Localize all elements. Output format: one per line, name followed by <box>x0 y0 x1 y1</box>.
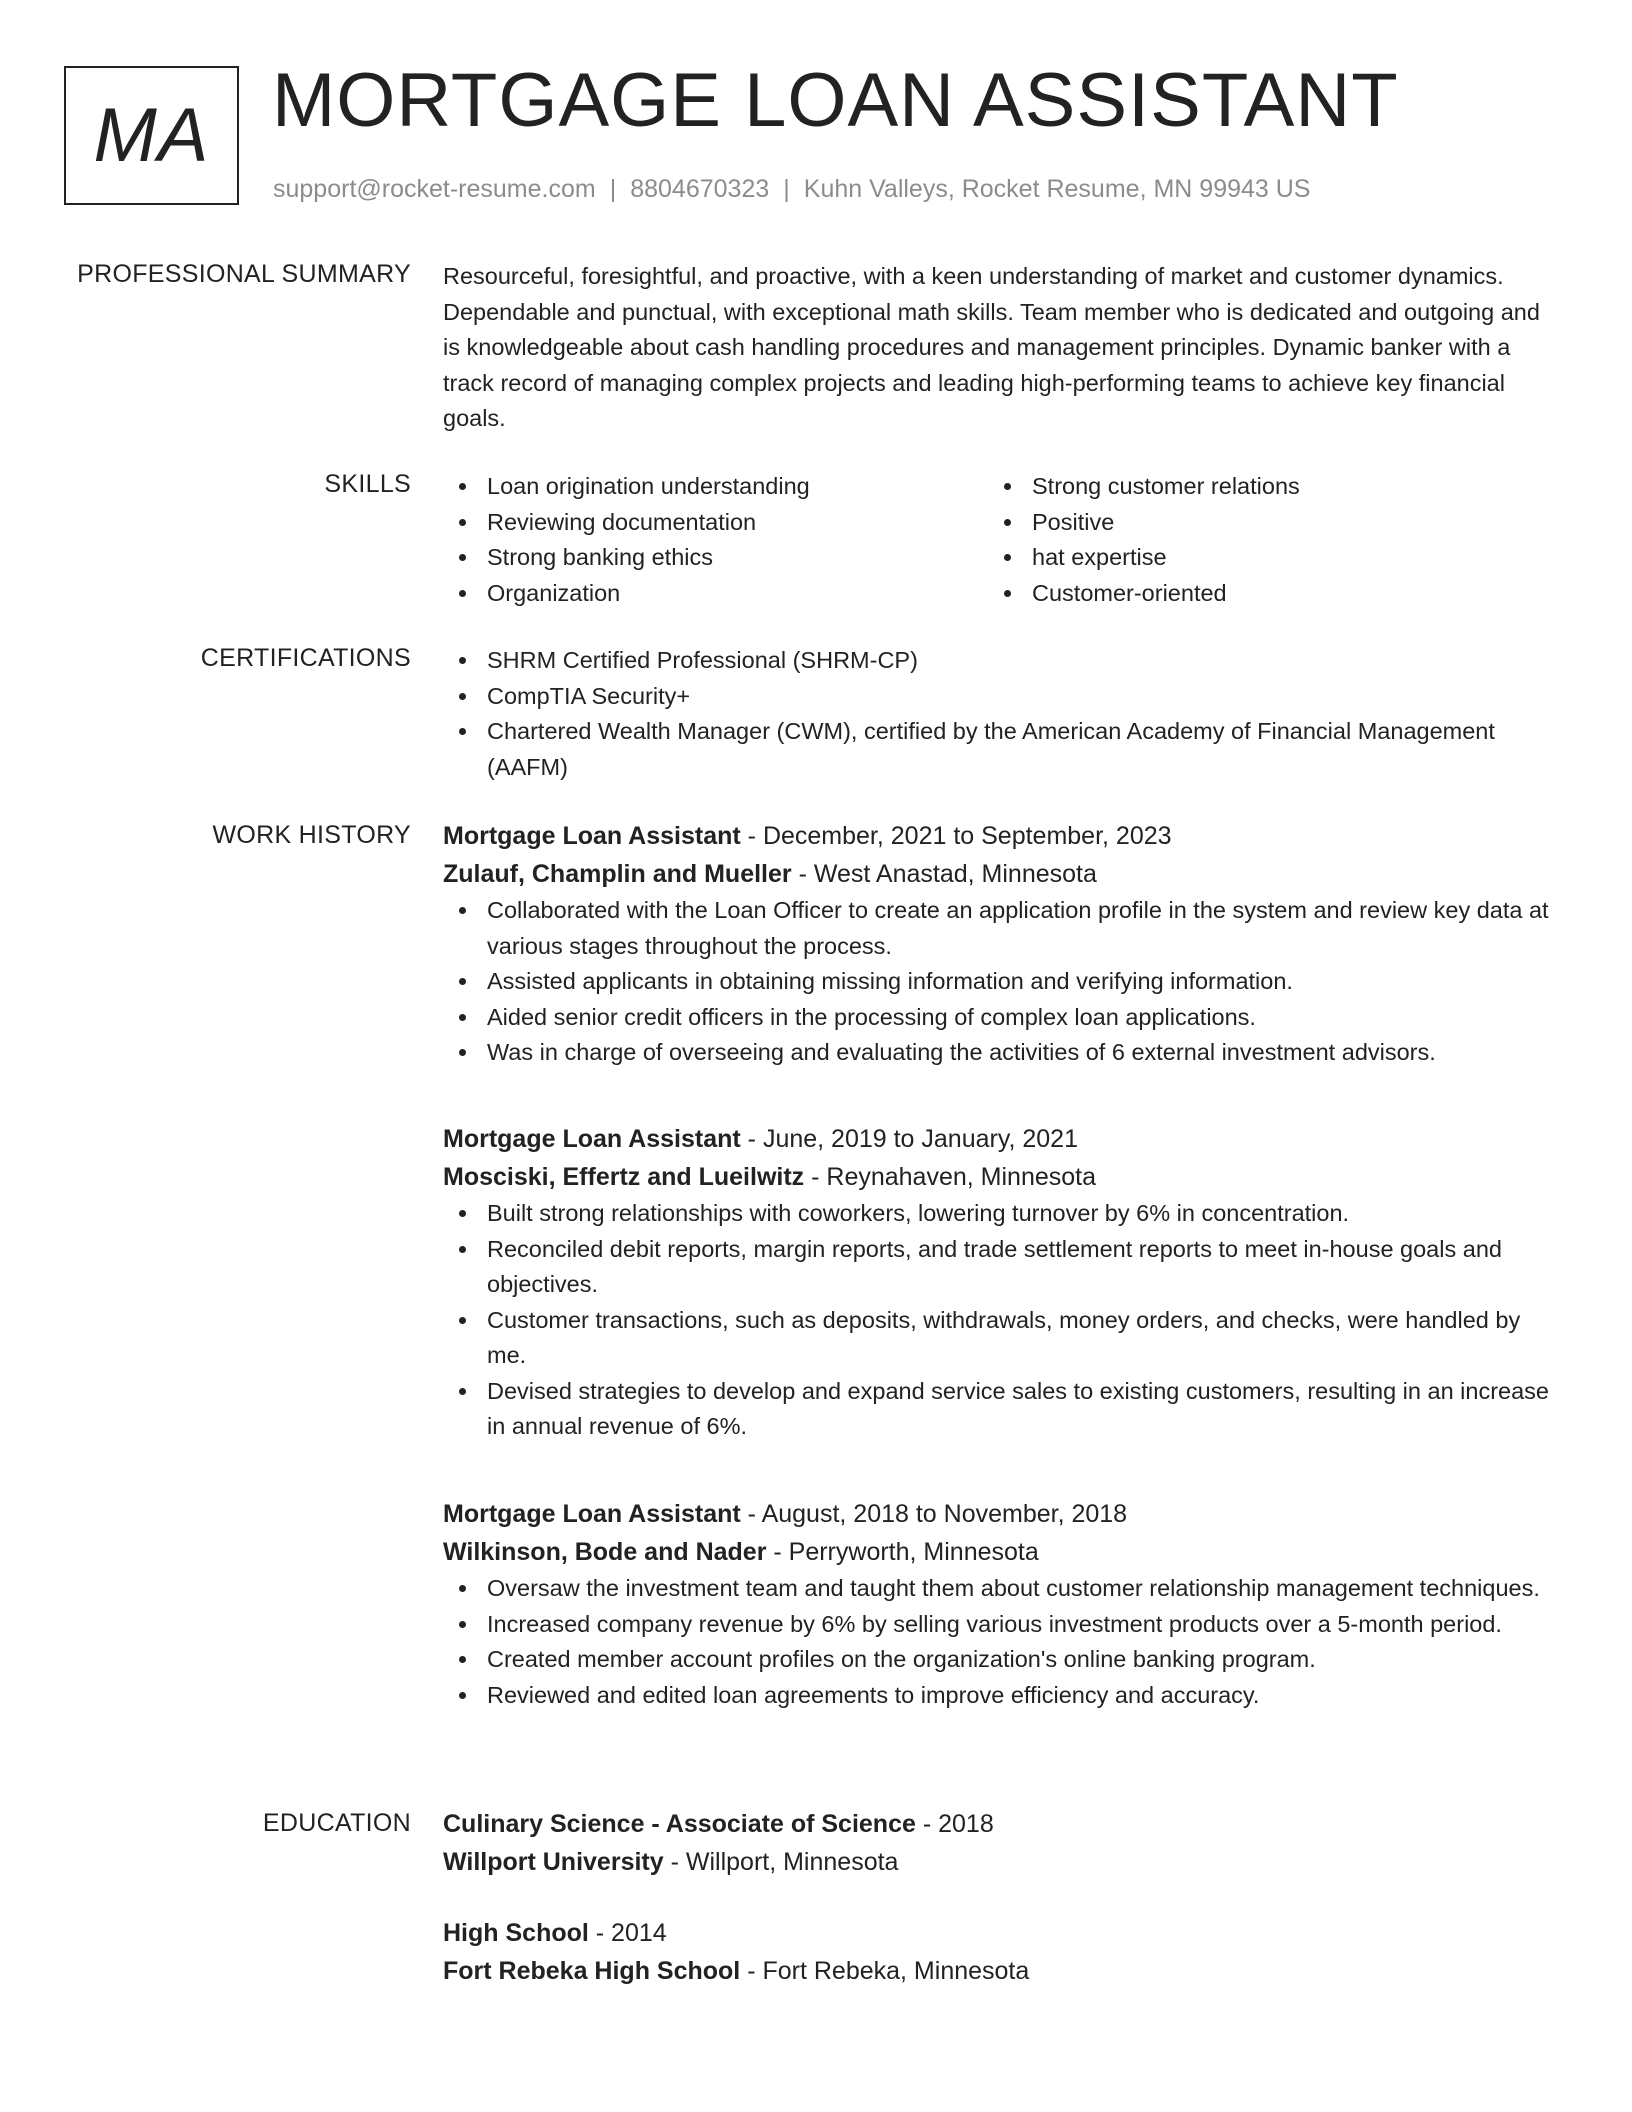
list-item: Created member account profiles on the organization's online banking program. <box>443 1642 1563 1678</box>
list-item: Strong banking ethics <box>443 540 988 576</box>
contact-line <box>273 174 1310 204</box>
education-year: 2014 <box>611 1919 667 1947</box>
summary-heading: PROFESSIONAL SUMMARY <box>77 260 411 288</box>
job-title-line: Mortgage Loan Assistant - December, 2021 to September, 2023 <box>443 822 1172 850</box>
education-body <box>443 1805 1563 1990</box>
contact-address: Kuhn Valleys, Rocket Resume, MN 99943 US <box>803 175 1311 203</box>
job-bullets <box>443 1196 1563 1445</box>
job-dates: December, 2021 to September, 2023 <box>762 822 1172 850</box>
education-entry <box>443 1914 1563 1990</box>
list-item: Aided senior credit officers in the processing of complex loan applications. <box>443 1000 1563 1036</box>
job-location: Perryworth, Minnesota <box>788 1538 1039 1566</box>
job-location: Reynahaven, Minnesota <box>826 1163 1097 1191</box>
education-degree: Culinary Science - Associate of Science <box>443 1810 916 1838</box>
education-year: 2018 <box>938 1810 994 1838</box>
list-item: Collaborated with the Loan Officer to create an application profile in the system and review key data at various stages throughout the process. <box>443 893 1563 964</box>
summary-text: Resourceful, foresightful, and proactive, with a keen understanding of market and customer dynamics. Dependable and punctual, with exceptional math skills. Team member who is dedicated and outgoing and is knowledgeable about cash handling procedures and management principles. Dynamic banker with a track record of managing complex projects and leading high-performing teams to achieve key financial goals. <box>443 263 1540 431</box>
job-body <box>443 1120 1563 1445</box>
list-item: Reviewed and edited loan agreements to improve efficiency and accuracy. <box>443 1678 1563 1714</box>
job-dates: June, 2019 to January, 2021 <box>762 1125 1078 1153</box>
list-item: hat expertise <box>988 540 1533 576</box>
education-entry <box>443 1805 1563 1881</box>
list-item: Chartered Wealth Manager (CWM), certified by the American Academy of Financial Management (AAFM) <box>443 714 1563 785</box>
monogram-text: MA <box>93 93 210 178</box>
contact-phone: 8804670323 <box>630 175 770 203</box>
monogram-box <box>64 66 239 205</box>
job-title: Mortgage Loan Assistant <box>443 822 741 850</box>
education-school: Willport University <box>443 1848 664 1876</box>
work-heading: WORK HISTORY <box>212 821 411 849</box>
education-degree-line: Culinary Science - Associate of Science - 2018 <box>443 1810 994 1838</box>
job-bullets <box>443 893 1563 1071</box>
list-item: Loan origination understanding <box>443 469 988 505</box>
education-school: Fort Rebeka High School <box>443 1957 741 1985</box>
list-item: Oversaw the investment team and taught them about customer relationship management techniques. <box>443 1571 1563 1607</box>
education-school-line: Willport University - Willport, Minnesota <box>443 1848 899 1876</box>
education-heading: EDUCATION <box>262 1809 411 1837</box>
list-item: CompTIA Security+ <box>443 679 1563 715</box>
list-item: Organization <box>443 576 988 612</box>
resume-title: MORTGAGE LOAN ASSISTANT <box>272 58 1399 143</box>
list-item: Built strong relationships with coworkers, lowering turnover by 6% in concentration. <box>443 1196 1563 1232</box>
job-bullets <box>443 1571 1563 1713</box>
list-item: SHRM Certified Professional (SHRM-CP) <box>443 643 1563 679</box>
education-degree: High School <box>443 1919 589 1947</box>
skills-list-right <box>988 469 1533 611</box>
job-company: Mosciski, Effertz and Lueilwitz <box>443 1163 805 1191</box>
education-location: Fort Rebeka, Minnesota <box>762 1957 1030 1985</box>
job-company-line: Wilkinson, Bode and Nader - Perryworth, Minnesota <box>443 1538 1039 1566</box>
contact-email: support@rocket-resume.com <box>273 175 596 203</box>
certifications-heading: CERTIFICATIONS <box>200 644 411 672</box>
job-company-line: Zulauf, Champlin and Mueller - West Anastad, Minnesota <box>443 860 1097 888</box>
job-location: West Anastad, Minnesota <box>813 860 1097 888</box>
list-item: Devised strategies to develop and expand service sales to existing customers, resulting in an increase in annual revenue of 6%. <box>443 1374 1563 1445</box>
job-body <box>443 817 1563 1071</box>
education-location: Willport, Minnesota <box>685 1848 899 1876</box>
job-body <box>443 1495 1563 1713</box>
list-item: Positive <box>988 505 1533 541</box>
job-title: Mortgage Loan Assistant <box>443 1500 741 1528</box>
job-dates: August, 2018 to November, 2018 <box>761 1500 1128 1528</box>
list-item: Assisted applicants in obtaining missing information and verifying information. <box>443 964 1563 1000</box>
list-item: Customer-oriented <box>988 576 1533 612</box>
skills-list-left <box>443 469 988 611</box>
list-item: Reconciled debit reports, margin reports, and trade settlement reports to meet in-house goals and objectives. <box>443 1232 1563 1303</box>
list-item: Reviewing documentation <box>443 505 988 541</box>
skills-body <box>443 469 1563 611</box>
skills-grid <box>443 469 1563 611</box>
list-item: Customer transactions, such as deposits, withdrawals, money orders, and checks, were handled by me. <box>443 1303 1563 1374</box>
list-item: Increased company revenue by 6% by selling various investment products over a 5-month period. <box>443 1607 1563 1643</box>
education-degree-line: High School - 2014 <box>443 1919 667 1947</box>
job-title-line: Mortgage Loan Assistant - August, 2018 to November, 2018 <box>443 1500 1128 1528</box>
job-company: Wilkinson, Bode and Nader <box>443 1538 767 1566</box>
certifications-list <box>443 643 1563 785</box>
list-item: Was in charge of overseeing and evaluating the activities of 6 external investment advisors. <box>443 1035 1563 1071</box>
contact-separator: | <box>783 175 790 203</box>
list-item: Strong customer relations <box>988 469 1533 505</box>
job-title: Mortgage Loan Assistant <box>443 1125 741 1153</box>
education-school-line: Fort Rebeka High School - Fort Rebeka, Minnesota <box>443 1957 1030 1985</box>
job-title-line: Mortgage Loan Assistant - June, 2019 to January, 2021 <box>443 1125 1078 1153</box>
job-company-line: Mosciski, Effertz and Lueilwitz - Reynahaven, Minnesota <box>443 1163 1097 1191</box>
certifications-body <box>443 643 1563 785</box>
job-company: Zulauf, Champlin and Mueller <box>443 860 792 888</box>
skills-heading: SKILLS <box>324 470 411 498</box>
contact-separator: | <box>609 175 617 203</box>
